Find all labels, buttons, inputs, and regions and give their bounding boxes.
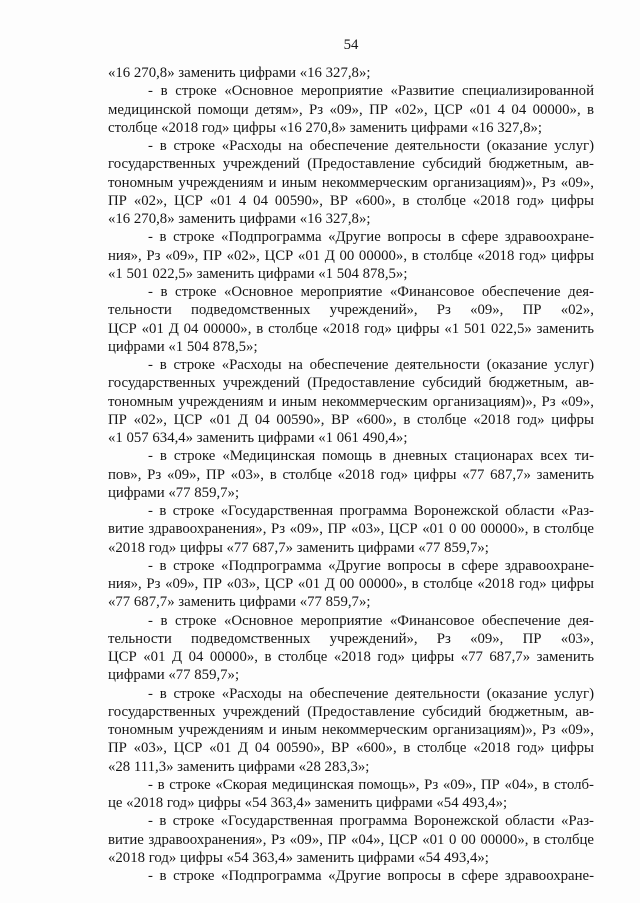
- text-line: ния», Рз «09», ПР «02», ЦСР «01 Д 00 00000», в столбце «2018 год» цифры: [108, 247, 594, 264]
- text-line: - в строке «Основное мероприятие «Развитие специализированной: [148, 83, 594, 100]
- text-line: - в строке «Государственная программа Воронежской области «Раз-: [148, 813, 594, 830]
- text-line: тельности подведомственных учреждений», Рз «09», ПР «03»,: [108, 630, 594, 647]
- text-line: медицинской помощи детям», Рз «09», ПР «02», ЦСР «01 4 04 00000», в: [108, 101, 594, 118]
- amendment-item: [108, 612, 594, 685]
- text-line: «2018 год» цифры «54 363,4» заменить цифрами «54 493,4»;: [108, 849, 489, 866]
- text-line: цифрами «1 504 878,5»;: [108, 338, 258, 355]
- amendment-item: [108, 356, 594, 447]
- amendment-item: [108, 776, 594, 813]
- text-line: - в строке «Скорая медицинская помощь», Рз «09», ПР «04», в столб-: [148, 776, 594, 793]
- text-line: ПР «02», ЦСР «01 4 04 00590», ВР «600», в столбце «2018 год» цифры: [108, 192, 594, 209]
- text-line: - в строке «Расходы на обеспечение деятельности (оказание услуг): [148, 685, 594, 702]
- text-line: ЦСР «01 Д 04 00000», в столбце «2018 год» цифры «77 687,7» заменить: [108, 649, 594, 665]
- text-line: цифрами «77 859,7»;: [108, 484, 240, 501]
- text-line: ПР «02», ЦСР «01 Д 04 00590», ВР «600», в столбце «2018 год» цифры: [108, 411, 594, 428]
- text-line: тономным учреждениям и иным некоммерческим организациям)», Рз «09»,: [108, 393, 594, 410]
- amendment-item: [108, 283, 594, 356]
- amendment-item: [108, 447, 594, 502]
- text-line: тельности подведомственных учреждений», Рз «09», ПР «02»,: [108, 302, 594, 319]
- amendment-item: [108, 685, 594, 776]
- text-line: - в строке «Основное мероприятие «Финансовое обеспечение дея-: [148, 284, 594, 300]
- text-line: цифрами «77 859,7»;: [108, 667, 240, 684]
- text-line: «28 111,3» заменить цифрами «28 283,3»;: [108, 758, 370, 775]
- amendment-item: [108, 867, 594, 885]
- document-body: [108, 64, 594, 885]
- text-line: витие здравоохранения», Рз «09», ПР «03», ЦСР «01 0 00 00000», в столбце: [108, 521, 594, 538]
- amendment-item: [108, 228, 594, 283]
- text-line: «2018 год» цифры «77 687,7» заменить цифрами «77 859,7»;: [108, 539, 489, 556]
- text-line: це «2018 год» цифры «54 363,4» заменить цифрами «54 493,4»;: [108, 795, 508, 811]
- amendment-item: [108, 812, 594, 867]
- text-line: «1 501 022,5» заменить цифрами «1 504 878,5»;: [108, 265, 408, 282]
- text-line: - в строке «Расходы на обеспечение деятельности (оказание услуг): [148, 138, 594, 154]
- text-line: - в строке «Государственная программа Воронежской области «Раз-: [148, 503, 594, 519]
- text-line: витие здравоохранения», Рз «09», ПР «04», ЦСР «01 0 00 00000», в столбце: [108, 831, 594, 848]
- amendment-item: [108, 82, 594, 137]
- text-line: столбце «2018 год» цифры «16 270,8» заменить цифрами «16 327,8»;: [108, 119, 543, 136]
- text-line: - в строке «Подпрограмма «Другие вопросы в сфере здравоохране-: [148, 868, 594, 884]
- text-line: «77 687,7» заменить цифрами «77 859,7»;: [108, 594, 371, 611]
- text-line: тономным учреждениям и иным некоммерческим организациям)», Рз «09»,: [108, 174, 594, 191]
- text-line: - в строке «Расходы на обеспечение деятельности (оказание услуг): [148, 357, 594, 373]
- text-line: пов», Рз «09», ПР «03», в столбце «2018 год» цифры «77 687,7» заменить: [108, 466, 594, 483]
- continued-text-line: «16 270,8» заменить цифрами «16 327,8»;: [108, 65, 371, 81]
- page-number: 54: [343, 37, 359, 53]
- text-line: - в строке «Медицинская помощь в дневных стационарах всех ти-: [148, 448, 594, 465]
- text-line: - в строке «Основное мероприятие «Финансовое обеспечение дея-: [148, 612, 594, 629]
- text-line: государственных учреждений (Предоставление субсидий бюджетным, ав-: [108, 156, 594, 173]
- text-line: - в строке «Подпрограмма «Другие вопросы в сфере здравоохране-: [148, 229, 594, 246]
- text-line: государственных учреждений (Предоставление субсидий бюджетным, ав-: [108, 703, 594, 720]
- text-line: ЦСР «01 Д 04 00000», в столбце «2018 год» цифры «1 501 022,5» заменить: [108, 320, 594, 337]
- text-line: государственных учреждений (Предоставление субсидий бюджетным, ав-: [108, 375, 594, 392]
- amendment-item: [108, 502, 594, 557]
- amendment-item: [108, 137, 594, 228]
- text-line: ния», Рз «09», ПР «03», ЦСР «01 Д 00 00000», в столбце «2018 год» цифры: [108, 576, 594, 592]
- amendment-item: [108, 557, 594, 612]
- text-line: тономным учреждениям и иным некоммерческим организациям)», Рз «09»,: [108, 722, 594, 738]
- text-line: - в строке «Подпрограмма «Другие вопросы в сфере здравоохране-: [148, 557, 594, 574]
- text-line: ПР «03», ЦСР «01 Д 04 00590», ВР «600», в столбце «2018 год» цифры: [108, 740, 594, 757]
- text-line: «1 057 634,4» заменить цифрами «1 061 490,4»;: [108, 430, 408, 446]
- text-line: «16 270,8» заменить цифрами «16 327,8»;: [108, 211, 371, 227]
